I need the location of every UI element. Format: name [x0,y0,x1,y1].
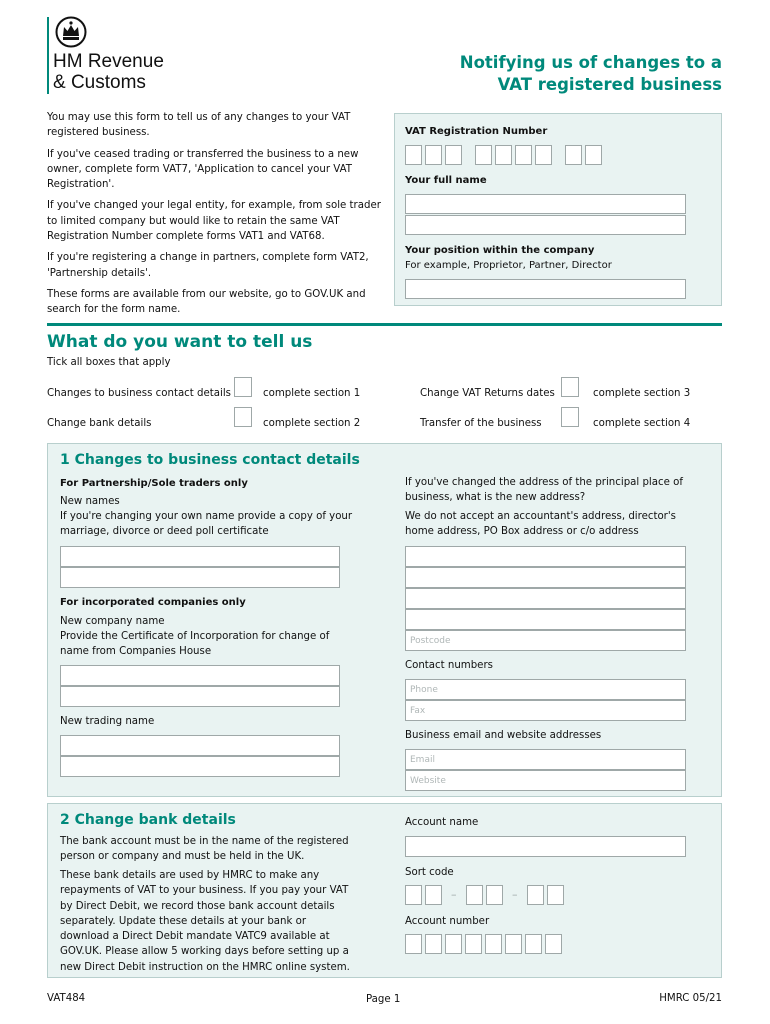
section-divider [47,323,722,326]
vrn-digit-1[interactable] [405,145,422,165]
account-name-label: Account name [405,817,479,828]
intro-p1: You may use this form to tell us of any changes to your VAT registered business. [47,112,351,139]
postcode-placeholder: Postcode [410,636,451,646]
org-name-line2: & Customs [53,72,146,93]
option-checkbox-1[interactable] [234,377,252,397]
brand-bar [47,17,49,94]
intro-p3: If you've changed your legal entity, for example, from sole trader to limited company but would like to retain the same VAT Registration Number complete forms VAT1 and VAT68. [47,200,381,243]
footer-page-number: Page 1 [366,994,401,1005]
contact-numbers-label: Contact numbers [405,660,493,671]
sort-code-separator-1: – [451,888,457,901]
account-number-digit-8[interactable] [545,934,562,954]
account-name-input[interactable] [405,836,686,857]
footer-version: HMRC 05/21 [659,993,722,1004]
intro-text [47,110,383,318]
sort-code-digit-2[interactable] [425,885,442,905]
section2-p2: These bank details are used by HMRC to make any repayments of VAT to your business. If you pay your VAT by Direct Debit, we record those bank account details separately. Update these details at your bank or download a Direct Debit mandate VATC9 available at GOV.UK. Please allow 5 working days before setting up a new Direct Debit instruction on the HMRC online system. [60,870,350,973]
address-input-2[interactable] [405,567,686,588]
new-company-name-input-1[interactable] [60,665,340,686]
partnership-heading: For Partnership/Sole traders only [60,478,248,489]
section1-title: 1 Changes to business contact details [60,452,360,468]
website-input[interactable] [405,770,686,791]
vrn-digit-3[interactable] [445,145,462,165]
section2-panel [47,803,722,978]
option-action-2: complete section 2 [263,418,361,429]
crest-icon [54,16,88,48]
account-number-digit-7[interactable] [525,934,542,954]
option-label-4: Transfer of the business [420,418,542,429]
position-hint: For example, Proprietor, Partner, Director [405,260,612,271]
new-names-label: New names [60,496,120,507]
fax-placeholder: Fax [410,706,426,716]
fax-input[interactable] [405,700,686,721]
position-label: Your position within the company [405,245,595,256]
sort-code-digit-4[interactable] [486,885,503,905]
vrn-digit-7[interactable] [535,145,552,165]
vrn-digit-4[interactable] [475,145,492,165]
option-checkbox-2[interactable] [234,407,252,427]
address-question: If you've changed the address of the principal place of business, what is the new address? [405,477,683,504]
address-input-3[interactable] [405,588,686,609]
new-trading-name-label: New trading name [60,716,155,727]
vrn-digit-8[interactable] [565,145,582,165]
sort-code-digit-6[interactable] [547,885,564,905]
new-company-name-hint: Provide the Certificate of Incorporation for change of name from Companies House [60,631,330,658]
option-label-3: Change VAT Returns dates [420,388,555,399]
sort-code-digit-5[interactable] [527,885,544,905]
new-trading-name-input-1[interactable] [60,735,340,756]
what-heading: What do you want to tell us [47,332,313,352]
account-number-digit-2[interactable] [425,934,442,954]
option-label-1: Changes to business contact details [47,388,231,399]
option-label-2: Change bank details [47,418,152,429]
option-action-3: complete section 3 [593,388,691,399]
intro-p2: If you've ceased trading or transferred the business to a new owner, complete form VAT7, 'Application to cancel your VAT Registration'. [47,148,359,191]
sort-code-label: Sort code [405,867,454,878]
account-number-digit-4[interactable] [465,934,482,954]
phone-input[interactable] [405,679,686,700]
vrn-digit-9[interactable] [585,145,602,165]
vrn-label: VAT Registration Number [405,126,548,137]
new-names-input-1[interactable] [60,546,340,567]
email-web-label: Business email and website addresses [405,730,602,741]
new-company-name-input-2[interactable] [60,686,340,707]
footer-form-code: VAT484 [47,993,86,1004]
option-checkbox-3[interactable] [561,377,579,397]
address-note: We do not accept an accountant's address, director's home address, PO Box address or c/o address [405,511,676,538]
sort-code-digit-3[interactable] [466,885,483,905]
section2-title: 2 Change bank details [60,812,236,828]
form-title-line2: VAT registered business [497,75,722,94]
account-number-digit-1[interactable] [405,934,422,954]
email-input[interactable] [405,749,686,770]
website-placeholder: Website [410,776,446,786]
address-input-4[interactable] [405,609,686,630]
new-company-name-label: New company name [60,616,165,627]
address-input-1[interactable] [405,546,686,567]
section1-panel [47,443,722,797]
account-number-digit-3[interactable] [445,934,462,954]
what-instruction: Tick all boxes that apply [47,357,171,368]
sort-code-digit-1[interactable] [405,885,422,905]
org-name-line1: HM Revenue [53,51,164,72]
new-names-input-2[interactable] [60,567,340,588]
option-action-4: complete section 4 [593,418,691,429]
new-trading-name-input-2[interactable] [60,756,340,777]
incorporated-heading: For incorporated companies only [60,597,246,608]
section2-p1: The bank account must be in the name of the registered person or company and must be held in the UK. [60,836,349,863]
intro-p4: If you're registering a change in partners, complete form VAT2, 'Partnership details'. [47,252,369,279]
postcode-input[interactable] [405,630,686,651]
option-checkbox-4[interactable] [561,407,579,427]
intro-p5: These forms are available from our website, go to GOV.UK and search for the form name. [47,288,366,316]
full-name-input-2[interactable] [405,215,686,235]
full-name-label: Your full name [405,175,487,186]
account-number-digit-6[interactable] [505,934,522,954]
position-input[interactable] [405,279,686,299]
form-title-line1: Notifying us of changes to a [459,53,722,72]
sort-code-separator-2: – [512,888,518,901]
full-name-input-1[interactable] [405,194,686,214]
account-number-digit-5[interactable] [485,934,502,954]
identity-panel [394,113,722,306]
vrn-digit-5[interactable] [495,145,512,165]
vrn-digit-2[interactable] [425,145,442,165]
new-names-hint: If you're changing your own name provide a copy of your marriage, divorce or deed poll certificate [60,511,353,538]
phone-placeholder: Phone [410,685,438,695]
account-number-label: Account number [405,916,490,927]
vrn-digit-6[interactable] [515,145,532,165]
option-action-1: complete section 1 [263,388,361,399]
email-placeholder: Email [410,755,435,765]
